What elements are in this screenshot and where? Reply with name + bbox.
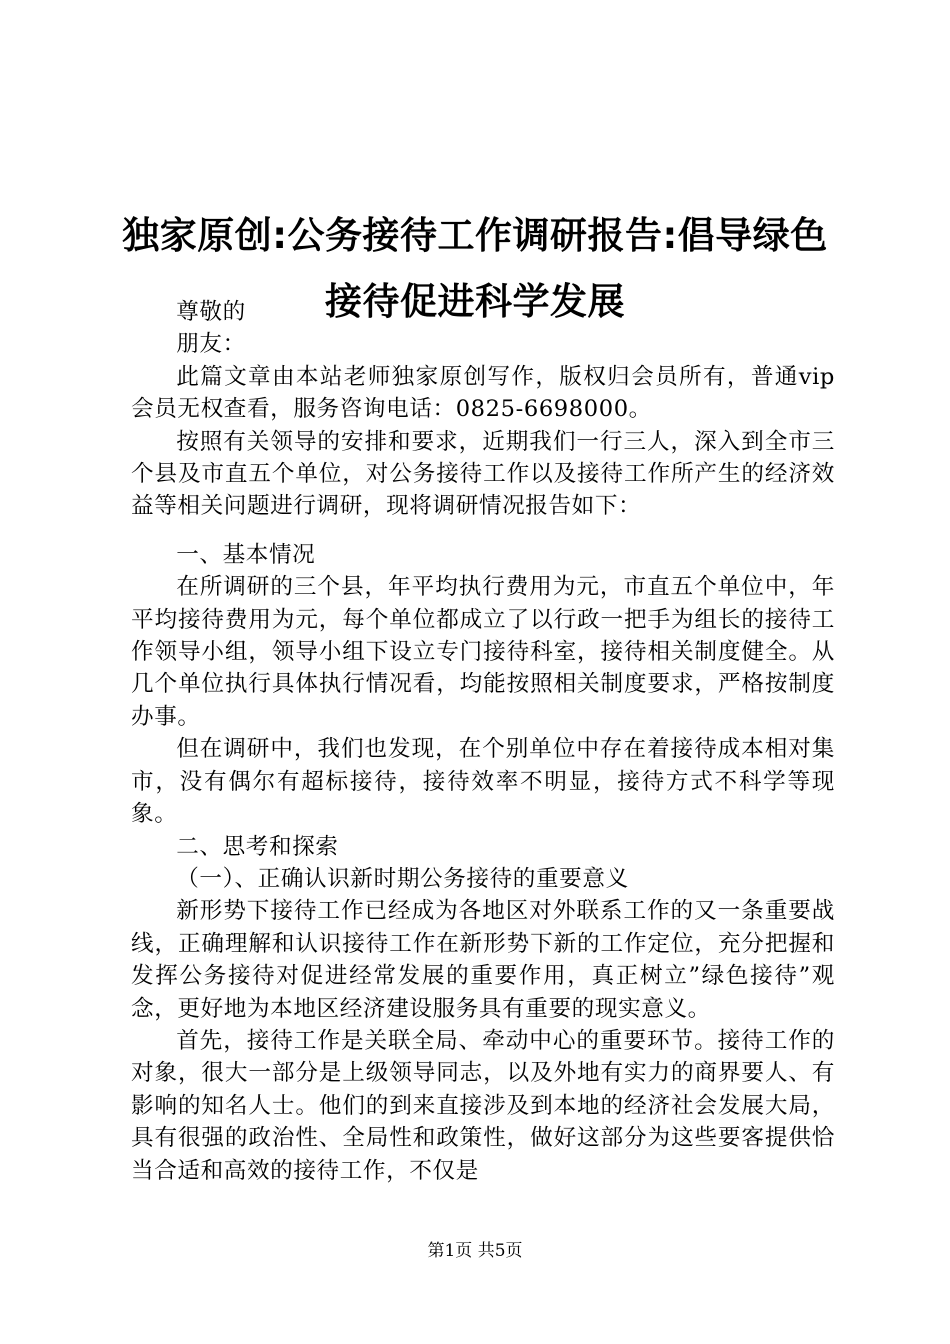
page-number-footer: 第1页 共5页 <box>427 1241 523 1261</box>
document-body <box>131 296 835 1187</box>
section-heading-thinking: 二、思考和探索 <box>176 833 339 860</box>
paragraph-significance: 新形势下接待工作已经成为各地区对外联系工作的又一条重要战线，正确理解和认识接待工作在新形势下新的工作定位，充分把握和发挥公务接待对促进经常发展的重要作用，真正树立”绿色接待”观念，更好地为本地区经济建设服务具有重要的现实意义。 <box>131 898 835 1022</box>
section-heading-basic-situation: 一、基本情况 <box>176 541 316 568</box>
paragraph-salutation-2: 朋友： <box>176 331 246 358</box>
paragraph-basic-situation: 在所调研的三个县，年平均执行费用为元，市直五个单位中，年平均接待费用为元，每个单位都成立了以行政一把手为组长的接待工作领导小组，领导小组下设立专门接待科室，接待相关制度健全。从几个单位执行具体执行情况看，均能按照相关制度要求，严格按制度办事。 <box>131 574 835 730</box>
document-title: 独家原创:公务接待工作调研报告:倡导绿色接待促进科学发展 <box>122 213 828 323</box>
paragraph-first-point: 首先，接待工作是关联全局、牵动中心的重要环节。接待工作的对象，很大一部分是上级领导同志，以及外地有实力的商界要人、有影响的知名人士。他们的到来直接涉及到本地的经济社会发展大局，具有很强的政治性、全局性和政策性，做好这部分为这些要客提供恰当合适和高效的接待工作，不仅是 <box>131 1027 835 1184</box>
paragraph-problems: 但在调研中，我们也发现，在个别单位中存在着接待成本相对集市，没有偶尔有超标接待，接待效率不明显，接待方式不科学等现象。 <box>131 736 835 828</box>
paragraph-intro: 按照有关领导的安排和要求，近期我们一行三人，深入到全市三个县及市直五个单位，对公务接待工作以及接待工作所产生的经济效益等相关问题进行调研，现将调研情况报告如下： <box>131 428 835 520</box>
paragraph-salutation-1: 尊敬的 <box>176 299 246 325</box>
paragraph-copyright-notice: 此篇文章由本站老师独家原创写作，版权归会员所有，普通vip会员无权查看，服务咨询电话：0825-6698000。 <box>131 363 835 423</box>
subsection-heading-significance: （一）、正确认识新时期公务接待的重要意义 <box>176 865 629 892</box>
